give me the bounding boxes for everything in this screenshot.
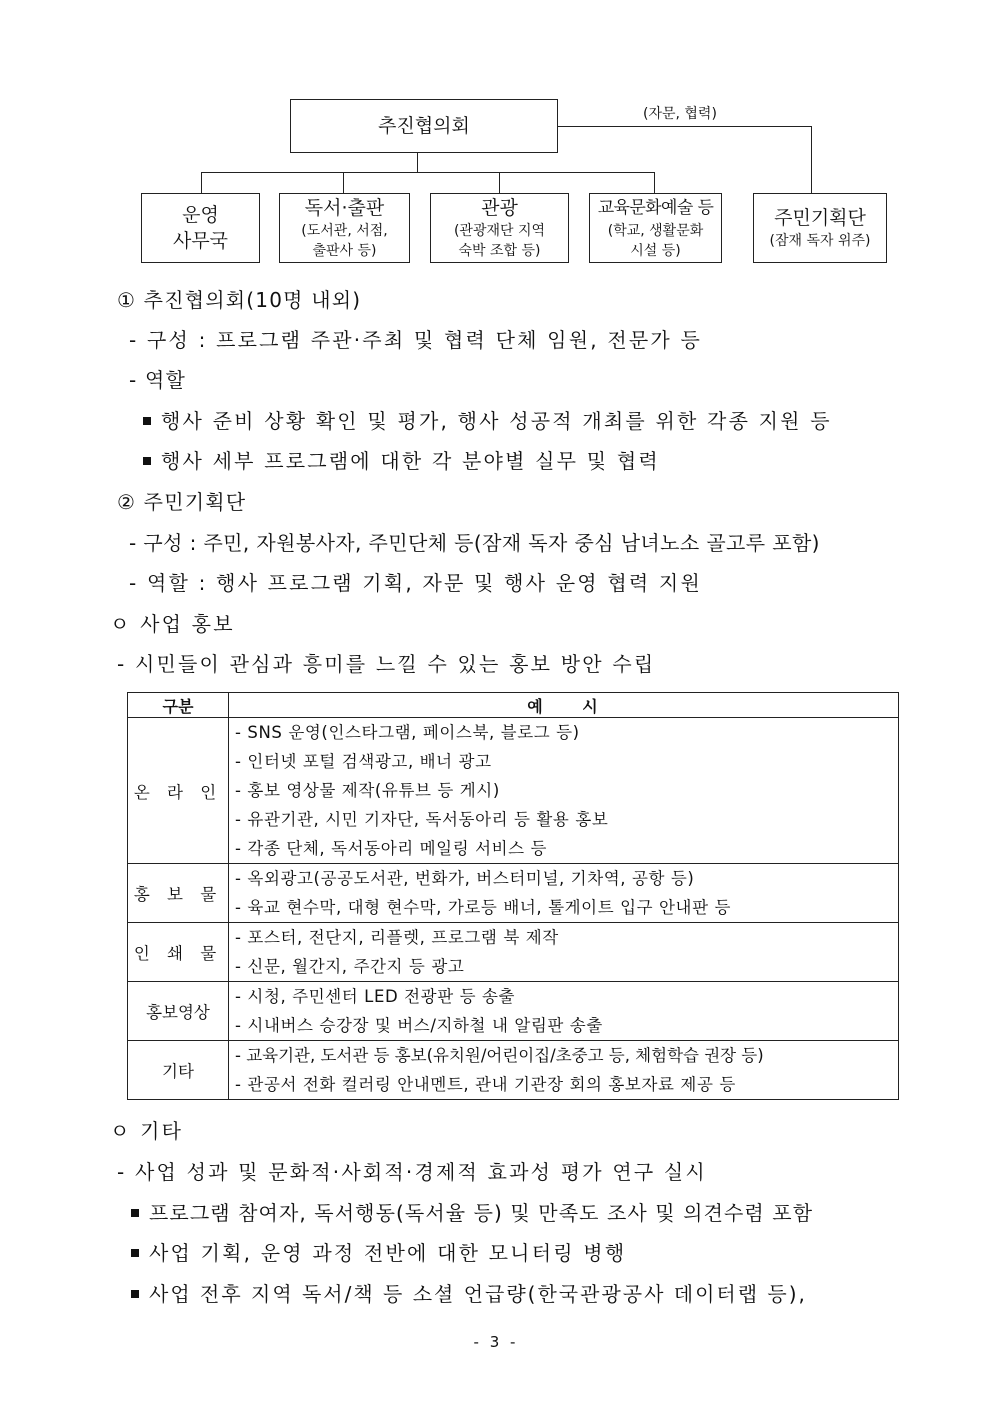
items-cell xyxy=(229,982,899,1041)
category-cell: 온 라 인 xyxy=(128,718,229,864)
promo-title: ㅇ 사업 홍보 xyxy=(110,612,235,636)
list-item: - 각종 단체, 독서동아리 메일링 서비스 등 xyxy=(235,839,548,858)
list-item: - SNS 운영(인스타그램, 페이스북, 블로그 등) xyxy=(235,723,580,742)
etc-bullet-text: 사업 기획, 운영 과정 전반에 대한 모니터링 병행 xyxy=(149,1241,627,1265)
consult-label: (자문, 협력) xyxy=(643,106,717,122)
section2-composition: - 구성 : 주민, 자원봉사자, 주민단체 등(잠재 독자 중심 남녀노소 골고루 포함) xyxy=(129,531,820,555)
items-cell xyxy=(229,923,899,982)
org-unit-office xyxy=(141,193,260,263)
unit-desc: (관광재단 지역 xyxy=(453,223,546,239)
etc-bullet xyxy=(131,1278,807,1307)
bullet-square-icon xyxy=(131,1290,139,1298)
bullet-square-icon xyxy=(143,417,151,425)
section1-composition: - 구성 : 프로그램 주관·주최 및 협력 단체 임원, 전문가 등 xyxy=(129,328,702,352)
unit-name: 관광 xyxy=(481,197,518,219)
list-item: - 포스터, 전단지, 리플렛, 프로그램 북 제작 xyxy=(235,928,559,947)
org-unit-education xyxy=(589,193,722,263)
bullet-square-icon xyxy=(131,1209,139,1217)
list-item: - 유관기관, 시민 기자단, 독서동아리 등 활용 홍보 xyxy=(235,810,609,829)
connector xyxy=(558,126,812,127)
table-row xyxy=(128,923,899,982)
list-item: - 시청, 주민센터 LED 전광판 등 송출 xyxy=(235,987,516,1006)
etc-sub: - 사업 성과 및 문화적·사회적·경제적 효과성 평가 연구 실시 xyxy=(117,1160,707,1184)
list-item: - 시내버스 승강장 및 버스/지하철 내 알림판 송출 xyxy=(235,1016,603,1035)
promo-table xyxy=(127,692,899,1100)
section1-role-item xyxy=(143,405,832,434)
org-top-box xyxy=(290,99,558,153)
connector xyxy=(499,172,500,193)
items-cell xyxy=(229,1041,899,1100)
connector xyxy=(343,172,344,193)
org-side-box xyxy=(753,193,887,263)
items-cell xyxy=(229,718,899,864)
category-cell: 홍 보 물 xyxy=(128,864,229,923)
page-number: - 3 - xyxy=(473,1333,519,1351)
table-header-cell: 구분 xyxy=(128,693,229,718)
unit-desc: (도서관, 서점, xyxy=(301,223,388,239)
list-item: - 신문, 월간지, 주간지 등 광고 xyxy=(235,957,465,976)
section1-title: ① 추진협의회(10명 내외) xyxy=(117,288,362,312)
section1-role-title: - 역할 xyxy=(129,368,187,392)
unit-desc: (학교, 생활문화 xyxy=(607,223,704,239)
list-item: - 홍보 영상물 제작(유튜브 등 게시) xyxy=(235,781,500,800)
category-cell: 인 쇄 물 xyxy=(128,923,229,982)
category-cell: 홍보영상 xyxy=(128,982,229,1041)
etc-bullet-text: 사업 전후 지역 독서/책 등 소셜 언급량(한국관광공사 데이터랩 등), xyxy=(149,1282,807,1306)
etc-title: ㅇ 기타 xyxy=(110,1119,184,1143)
category-cell: 기타 xyxy=(128,1041,229,1100)
unit-desc-line2: 시설 등) xyxy=(630,243,681,259)
list-item: - 옥외광고(공공도서관, 번화가, 버스터미널, 기차역, 공항 등) xyxy=(235,869,695,888)
table-row xyxy=(128,864,899,923)
role-text: 행사 준비 상황 확인 및 평가, 행사 성공적 개최를 위한 각종 지원 등 xyxy=(161,409,832,433)
items-cell xyxy=(229,864,899,923)
org-top-label: 추진협의회 xyxy=(378,115,470,137)
list-item: - 교육기관, 도서관 등 홍보(유치원/어린이집/초중고 등, 체험학습 권장 등) xyxy=(235,1046,764,1065)
table-header-cell: 예 시 xyxy=(229,693,899,718)
unit-name: 독서·출판 xyxy=(304,197,385,219)
section2-title: ② 주민기획단 xyxy=(117,490,247,514)
etc-bullet xyxy=(131,1237,626,1266)
unit-name-line2: 사무국 xyxy=(172,230,229,252)
section1-role-item xyxy=(143,445,660,474)
table-row xyxy=(128,982,899,1041)
connector xyxy=(811,126,812,193)
role-text: 행사 세부 프로그램에 대한 각 분야별 실무 및 협력 xyxy=(161,449,660,473)
org-unit-tourism xyxy=(430,193,569,263)
unit-desc-line2: 숙박 조합 등) xyxy=(458,243,541,259)
connector xyxy=(654,172,655,193)
bullet-square-icon xyxy=(143,457,151,465)
org-unit-publishing xyxy=(279,193,410,263)
connector xyxy=(417,153,418,173)
list-item: - 인터넷 포털 검색광고, 배너 광고 xyxy=(235,752,492,771)
side-desc: (잠재 독자 위주) xyxy=(769,233,871,249)
table-row xyxy=(128,1041,899,1100)
etc-bullet-text: 프로그램 참여자, 독서행동(독서율 등) 및 만족도 조사 및 의견수렴 포함 xyxy=(149,1201,814,1225)
bullet-square-icon xyxy=(131,1249,139,1257)
list-item: - 관공서 전화 컬러링 안내멘트, 관내 기관장 회의 홍보자료 제공 등 xyxy=(235,1075,736,1094)
connector xyxy=(201,172,655,173)
unit-name: 교육문화예술 등 xyxy=(597,198,714,218)
list-item: - 육교 현수막, 대형 현수막, 가로등 배너, 톨게이트 입구 안내판 등 xyxy=(235,898,732,917)
etc-bullet xyxy=(131,1197,813,1226)
section2-role: - 역할 : 행사 프로그램 기획, 자문 및 행사 운영 협력 지원 xyxy=(129,571,702,595)
side-name: 주민기획단 xyxy=(774,207,866,229)
promo-sub: - 시민들이 관심과 흥미를 느낄 수 있는 홍보 방안 수립 xyxy=(117,652,656,676)
unit-name: 운영 xyxy=(182,204,219,226)
unit-desc-line2: 출판사 등) xyxy=(312,243,377,259)
connector xyxy=(201,172,202,193)
table-row xyxy=(128,718,899,864)
table-header-row xyxy=(128,693,899,718)
